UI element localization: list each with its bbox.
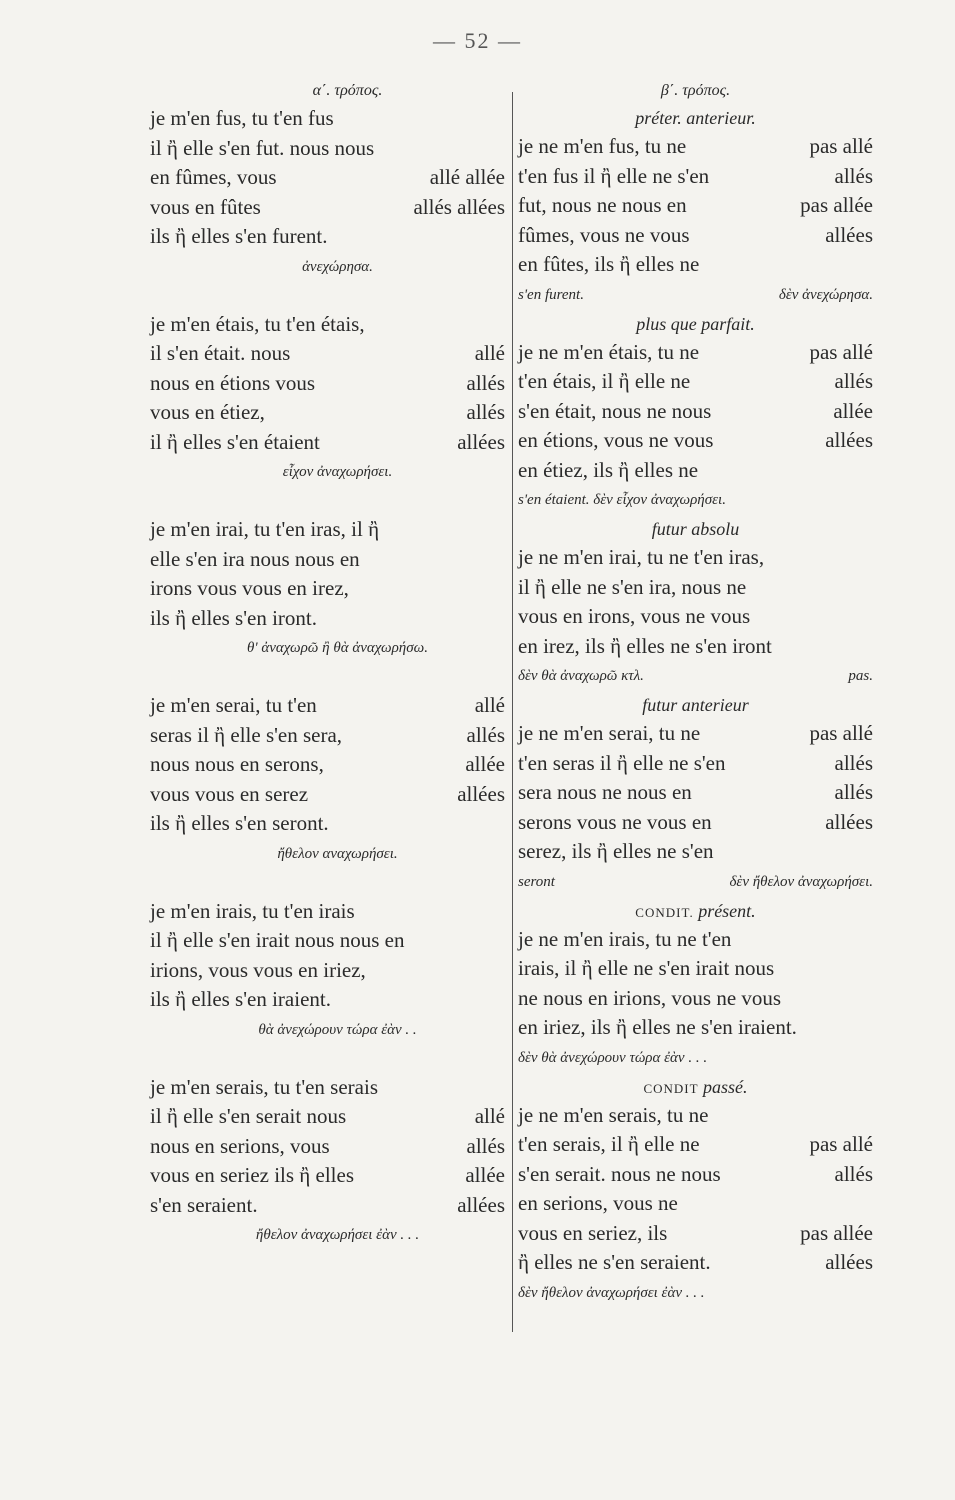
conjugation-block: [518, 543, 873, 691]
tense-name: futur absolu: [651, 519, 740, 539]
line-participle: allé: [474, 341, 505, 365]
line-text: je m'en irais, tu t'en irais: [150, 898, 355, 923]
text-line: [518, 191, 873, 221]
text-line: [518, 954, 873, 984]
line-text: vous en irons, vous ne vous: [518, 604, 751, 628]
tense-name: plus que parfait.: [636, 313, 755, 334]
line-text: il ἢ elle s'en irait nous nous en: [150, 928, 405, 952]
text-line: [150, 1073, 505, 1103]
line-participle: pas allé: [809, 1132, 873, 1156]
text-line: [150, 1161, 505, 1191]
line-text: ne nous en irions, vous ne vous: [518, 985, 782, 1010]
line-text: je m'en serai, tu t'en: [150, 693, 317, 717]
tense-heading: [518, 897, 873, 925]
text-line: [518, 925, 873, 955]
text-line: [518, 808, 873, 838]
line-participle: allés: [834, 750, 873, 775]
line-participle: allés allées: [413, 194, 505, 219]
text-line: [150, 163, 505, 193]
line-text: s'en serait. nous ne nous: [518, 1161, 721, 1186]
tense-heading: [518, 104, 873, 132]
conjugation-block: [150, 691, 505, 869]
line-participle: allées: [825, 222, 873, 247]
text-line: [150, 369, 505, 399]
line-text: je m'en serais, tu t'en serais: [150, 1074, 378, 1099]
line-participle: allés: [466, 722, 505, 747]
text-line: [150, 985, 505, 1015]
text-line: [518, 778, 873, 808]
text-line: [150, 956, 505, 986]
conjugation-block: [518, 338, 873, 516]
line-text: vous en étiez,: [150, 400, 265, 424]
line-text: serez, ils ἢ elles ne s'en: [518, 839, 714, 863]
text-line: [518, 367, 873, 397]
line-participle: allés: [466, 400, 505, 424]
line-text: irons vous vous en irez,: [150, 576, 349, 600]
greek-text: δὲν θὰ ἀνεχώρουν τώρα ἐὰν . . .: [518, 1049, 708, 1066]
text-line: [518, 632, 873, 662]
line-text: il ἢ elle s'en fut. nous nous: [150, 135, 375, 160]
text-line: [518, 749, 873, 779]
conjugation-block: [518, 1101, 873, 1308]
text-line: [518, 837, 873, 867]
greek-translation: [518, 867, 873, 897]
line-text: je ne m'en serai, tu ne: [518, 721, 701, 745]
greek-text: δὲν ἀνεχώρησα.: [778, 286, 873, 303]
line-participle: pas allé: [809, 339, 873, 364]
greek-translation: ἤθελον αναχωρήσει.: [277, 845, 398, 862]
line-participle: allées: [825, 428, 873, 452]
conjugation-block: [150, 897, 505, 1045]
line-text: en étiez, ils ἢ elles ne: [518, 457, 699, 482]
line-participle: allés: [834, 780, 873, 804]
line-text: nous en étions vous: [150, 370, 316, 395]
line-participle: pas allé: [809, 134, 873, 158]
line-text: en fûmes, vous: [150, 165, 277, 189]
line-text: fûmes, vous ne vous: [518, 222, 690, 247]
line-text: elle s'en ira nous nous en: [150, 546, 360, 571]
text-line: [150, 339, 505, 369]
greek-translation: θὰ ἀνεχώρουν τώρα ἐὰν . .: [258, 1021, 417, 1038]
line-text: ils ἢ elles s'en furent.: [150, 224, 328, 248]
block-gap: [150, 1045, 505, 1073]
line-participle: allées: [457, 781, 505, 806]
line-text: en irez, ils ἢ elles ne s'en iront: [518, 633, 772, 658]
greek-text: δὲν ἤθελον ἀναχωρήσει ἐὰν . . .: [518, 1284, 705, 1301]
line-text: en fûtes, ils ἢ elles ne: [518, 252, 700, 276]
text-line: [518, 338, 873, 368]
tense-heading: [518, 515, 873, 543]
line-text: ἢ elles ne s'en seraient.: [518, 1250, 711, 1274]
left-mode-title: α΄. τρόπος.: [312, 82, 383, 99]
line-text: t'en fus il ἢ elle ne s'en: [518, 163, 710, 188]
line-text: s'en seraient.: [150, 1192, 258, 1217]
text-line: [518, 250, 873, 280]
line-text: je ne m'en irais, tu ne t'en: [518, 926, 732, 951]
line-text: seras il ἢ elle s'en sera,: [150, 722, 343, 747]
text-line: [150, 1102, 505, 1132]
line-text: s'en était, nous ne nous: [518, 398, 712, 423]
greek-translation: ἤθελον ἀναχωρήσει ἐὰν . . .: [255, 1227, 420, 1243]
text-line: [150, 780, 505, 810]
tense-name: présent.: [698, 900, 756, 921]
text-line: [150, 545, 505, 575]
line-text: il ἢ elle ne s'en ira, nous ne: [518, 574, 747, 599]
line-participle: allées: [825, 809, 873, 834]
line-text: il s'en était. nous: [150, 341, 291, 365]
line-text: je m'en fus, tu t'en fus: [150, 106, 334, 130]
text-line: [518, 1189, 873, 1219]
text-line: [518, 132, 873, 162]
line-text: je m'en étais, tu t'en étais,: [150, 311, 365, 336]
conjugation-block: [150, 1073, 505, 1251]
line-participle: allées: [457, 1192, 505, 1217]
text-line: [518, 1101, 873, 1131]
line-text: serons vous ne vous en: [518, 809, 712, 834]
line-text: je ne m'en fus, tu ne: [518, 134, 687, 158]
text-line: [150, 1132, 505, 1162]
text-line: [150, 104, 505, 134]
block-gap: [150, 282, 505, 310]
line-participle: allés: [834, 369, 873, 393]
line-text: vous en fûtes: [150, 194, 261, 219]
text-line: [518, 1013, 873, 1043]
line-participle: allée: [465, 752, 505, 776]
greek-text: seront: [518, 873, 555, 890]
line-participle: pas allé: [809, 721, 873, 745]
text-line: [518, 221, 873, 251]
conjugation-block: [518, 925, 873, 1073]
tense-name: passé.: [703, 1076, 748, 1097]
line-text: je ne m'en étais, tu ne: [518, 339, 700, 364]
text-line: [518, 1160, 873, 1190]
text-line: [518, 456, 873, 486]
tense-name: futur anterieur: [642, 695, 749, 715]
line-text: vous en seriez ils ἢ elles: [150, 1163, 355, 1187]
greek-translation: [518, 1043, 873, 1073]
text-line: [518, 543, 873, 573]
block-gap: [150, 487, 505, 515]
line-text: vous en seriez, ils: [518, 1220, 668, 1245]
mood-label: CONDIT.: [635, 904, 694, 920]
line-text: je m'en irai, tu t'en iras, il ἢ: [150, 517, 380, 541]
text-line: [518, 1130, 873, 1160]
conjugation-block: [150, 515, 505, 663]
tense-name: préter. anterieur.: [635, 108, 756, 128]
line-participle: allés: [834, 1161, 873, 1186]
text-line: [518, 1248, 873, 1278]
block-gap: [150, 869, 505, 897]
text-line: [150, 428, 505, 458]
line-text: fut, nous ne nous en: [518, 193, 687, 217]
text-line: [518, 162, 873, 192]
text-line: [150, 809, 505, 839]
tense-heading: [518, 1073, 873, 1101]
line-text: ils ἢ elles s'en iraient.: [150, 987, 331, 1011]
greek-translation: εἶχον ἀναχωρήσει.: [282, 464, 393, 480]
right-column: [518, 78, 873, 1308]
line-text: vous vous en serez: [150, 781, 309, 806]
text-line: [518, 719, 873, 749]
text-line: [518, 602, 873, 632]
text-line: [150, 604, 505, 634]
line-text: irais, il ἢ elle ne s'en irait nous: [518, 956, 775, 980]
line-text: en serions, vous ne: [518, 1191, 678, 1215]
text-line: [150, 310, 505, 340]
text-line: [150, 721, 505, 751]
text-line: [518, 984, 873, 1014]
text-line: [150, 926, 505, 956]
conjugation-block: [150, 310, 505, 488]
line-participle: pas allée: [800, 193, 873, 217]
column-divider: [512, 92, 513, 1332]
line-text: ils ἢ elles s'en seront.: [150, 811, 329, 835]
text-line: [518, 573, 873, 603]
line-participle: allés: [466, 370, 505, 395]
text-line: [518, 426, 873, 456]
line-text: je ne m'en irai, tu ne t'en iras,: [518, 545, 765, 569]
text-line: [518, 397, 873, 427]
greek-translation: [518, 280, 873, 310]
line-text: nous nous en serons,: [150, 752, 324, 776]
line-participle: allé allée: [429, 165, 505, 189]
greek-translation: [518, 485, 873, 515]
text-line: [150, 750, 505, 780]
text-line: [150, 222, 505, 252]
conjugation-block: [150, 104, 505, 282]
mood-label: CONDIT: [643, 1080, 699, 1096]
line-text: il ἢ elles s'en étaient: [150, 429, 320, 454]
line-participle: allées: [825, 1250, 873, 1274]
conjugation-block: [518, 132, 873, 310]
greek-text: δὲν θὰ ἀναχωρῶ κτλ.: [518, 668, 644, 684]
text-line: [150, 515, 505, 545]
line-text: nous en serions, vous: [150, 1133, 330, 1158]
greek-text: pas.: [848, 668, 873, 684]
line-text: sera nous ne nous en: [518, 780, 692, 804]
line-text: irions, vous vous en iriez,: [150, 957, 366, 982]
greek-translation: [518, 661, 873, 691]
text-line: [518, 1219, 873, 1249]
line-participle: allés: [466, 1133, 505, 1158]
text-line: [150, 691, 505, 721]
text-line: [150, 134, 505, 164]
block-gap: [150, 663, 505, 691]
line-text: t'en étais, il ἢ elle ne: [518, 369, 691, 393]
tense-heading: [518, 691, 873, 719]
tense-heading: [518, 310, 873, 338]
right-mode-title: β΄. τρόπος.: [660, 82, 731, 99]
line-participle: allée: [833, 398, 873, 423]
text-line: [150, 897, 505, 927]
line-participle: allés: [834, 163, 873, 188]
left-column: [150, 78, 505, 1250]
conjugation-block: [518, 719, 873, 897]
line-text: t'en serais, il ἢ elle ne: [518, 1132, 700, 1156]
text-line: [150, 398, 505, 428]
greek-translation: θ' ἀναχωρῶ ἢ θὰ ἀναχωρήσω.: [247, 640, 428, 656]
line-text: je ne m'en serais, tu ne: [518, 1102, 709, 1127]
line-text: t'en seras il ἢ elle ne s'en: [518, 750, 726, 775]
line-participle: pas allée: [800, 1220, 873, 1245]
line-participle: allé: [474, 1104, 505, 1128]
line-text: il ἢ elle s'en serait nous: [150, 1104, 347, 1128]
line-participle: allées: [457, 429, 505, 454]
line-participle: allé: [474, 693, 505, 717]
line-text: en étions, vous ne vous: [518, 428, 714, 452]
greek-translation: ἀνεχώρησα.: [302, 258, 373, 275]
page-number: — 52 —: [433, 28, 522, 53]
line-participle: allée: [465, 1163, 505, 1187]
text-line: [150, 1191, 505, 1221]
greek-text: δὲν ἤθελον ἀναχωρήσει.: [729, 873, 873, 890]
greek-translation: [518, 1278, 873, 1308]
line-text: en iriez, ils ἢ elles ne s'en iraient.: [518, 1015, 797, 1039]
greek-text: s'en étaient. δὲν εἶχον ἀναχωρήσει.: [518, 492, 726, 508]
text-line: [150, 574, 505, 604]
greek-text: s'en furent.: [518, 286, 584, 303]
text-line: [150, 193, 505, 223]
line-text: ils ἢ elles s'en iront.: [150, 605, 317, 630]
